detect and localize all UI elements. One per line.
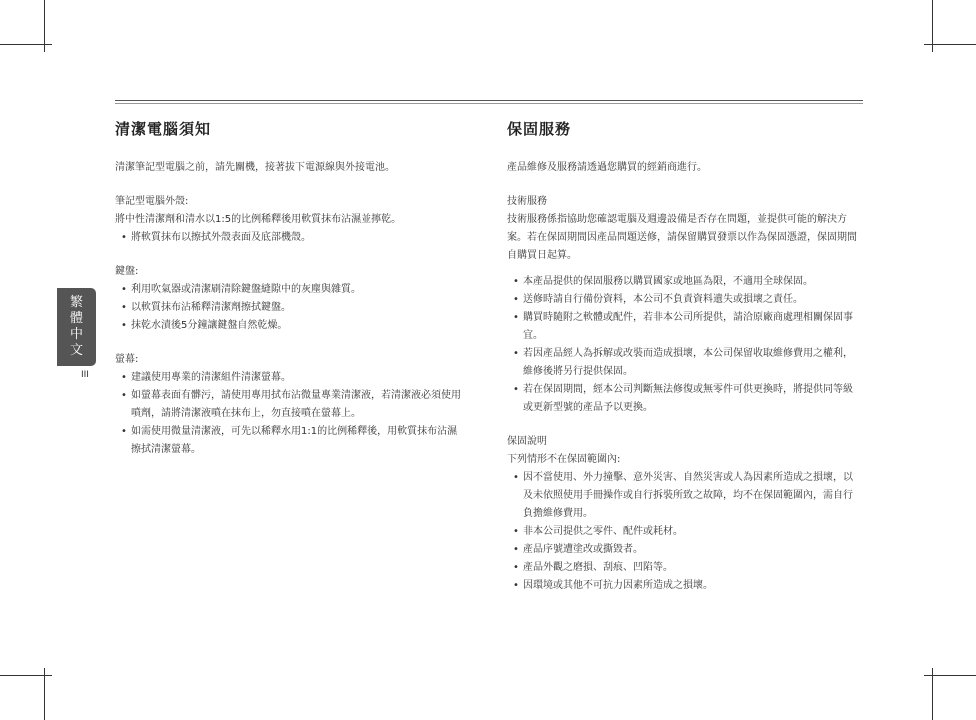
crop-mark [0, 675, 52, 676]
bullet-item: • 以軟質抹布沾稀釋清潔劑擦拭鍵盤。 [115, 299, 465, 317]
bullet-item: • 抹乾水漬後5分鐘讓鍵盤自然乾燥。 [115, 317, 465, 335]
language-tab [57, 288, 96, 366]
bullet-item: • 產品序號遭塗改或撕毀者。 [507, 541, 857, 559]
section-heading: 鍵盤: [115, 266, 139, 277]
crop-mark [924, 675, 976, 676]
bullet-item: • 本產品提供的保固服務以購買國家或地區為限，不適用全球保固。 [507, 273, 857, 291]
warranty-intro: 產品維修及服務請透過您購買的經銷商進行。 [507, 162, 707, 173]
section-heading: 保固說明 [507, 436, 547, 447]
crop-mark [0, 44, 52, 45]
tab-char: 中 [69, 327, 83, 342]
section-heading: 筆記型電腦外殼: [115, 196, 189, 207]
tab-char: 繁 [69, 295, 83, 310]
bullet-item: • 將軟質抹布以擦拭外殼表面及底部機殼。 [115, 229, 465, 247]
crop-mark [924, 44, 976, 45]
header-rule-thin [115, 103, 863, 104]
bullet-item: • 購買時隨附之軟體或配件，若非本公司所提供，請洽原廠商處理相關保固事宜。 [507, 309, 857, 345]
section-paragraph: 將中性清潔劑和清水以1:5的比例稀釋後用軟質抹布沾濕並擰乾。 [115, 214, 402, 225]
bullet-item: • 若因產品經人為拆解或改裝而造成損壞，本公司保留收取維修費用之權利，維修後將另行提供保固。 [507, 345, 857, 381]
header-rule [115, 100, 863, 101]
warranty-title: 保固服務 [507, 120, 572, 138]
bullet-item: • 利用吹氣器或清潔刷清除鍵盤縫隙中的灰塵與雜質。 [115, 281, 465, 299]
cleaning-intro: 清潔筆記型電腦之前，請先關機，接著拔下電源線與外接電池。 [115, 162, 395, 173]
section-paragraph: 下列情形不在保固範圍內: [507, 454, 621, 465]
section-heading: 螢幕: [115, 354, 139, 365]
bullet-item: • 若在保固期間，經本公司判斷無法修復或無零件可供更換時，將提供同等級或更新型號的產品予以更換。 [507, 381, 857, 417]
section-heading: 技術服務 [507, 196, 547, 207]
bullet-item: • 因環境或其他不可抗力因素所造成之損壞。 [507, 577, 857, 595]
tab-char: 體 [69, 311, 83, 326]
bullet-item: • 如需使用微量清潔液，可先以稀釋水用1:1的比例稀釋後，用軟質抹布沾濕擦拭清潔螢幕。 [115, 423, 465, 459]
bullet-item: • 產品外觀之磨損、刮痕、凹陷等。 [507, 559, 857, 577]
warranty-column [507, 118, 857, 595]
bullet-item: • 建議使用專業的清潔組件清潔螢幕。 [115, 369, 465, 387]
cleaning-column [115, 118, 465, 459]
bullet-item: • 送修時請自行備份資料，本公司不負責資料遺失或損壞之責任。 [507, 291, 857, 309]
bullet-item: • 非本公司提供之零件、配件或耗材。 [507, 523, 857, 541]
section-paragraph: 技術服務係指協助您確認電腦及週邊設備是否存在問題，並提供可能的解決方案。若在保固期間因產品問題送修，請保留購買發票以作為保固憑證，保固期間自購買日起算。 [507, 214, 857, 261]
tab-char: 文 [69, 343, 83, 358]
page-number: III [81, 370, 89, 380]
cleaning-title: 清潔電腦須知 [115, 120, 212, 138]
bullet-item: • 如螢幕表面有髒污，請使用專用拭布沾微量專業清潔液，若清潔液必須使用噴劑，請將清潔液噴在抹布上，勿直接噴在螢幕上。 [115, 387, 465, 423]
bullet-item: • 因不當使用、外力撞擊、意外災害、自然災害或人為因素所造成之損壞，以及未依照使用手冊操作或自行拆裝所致之故障，均不在保固範圍內，需自行負擔維修費用。 [507, 469, 857, 523]
